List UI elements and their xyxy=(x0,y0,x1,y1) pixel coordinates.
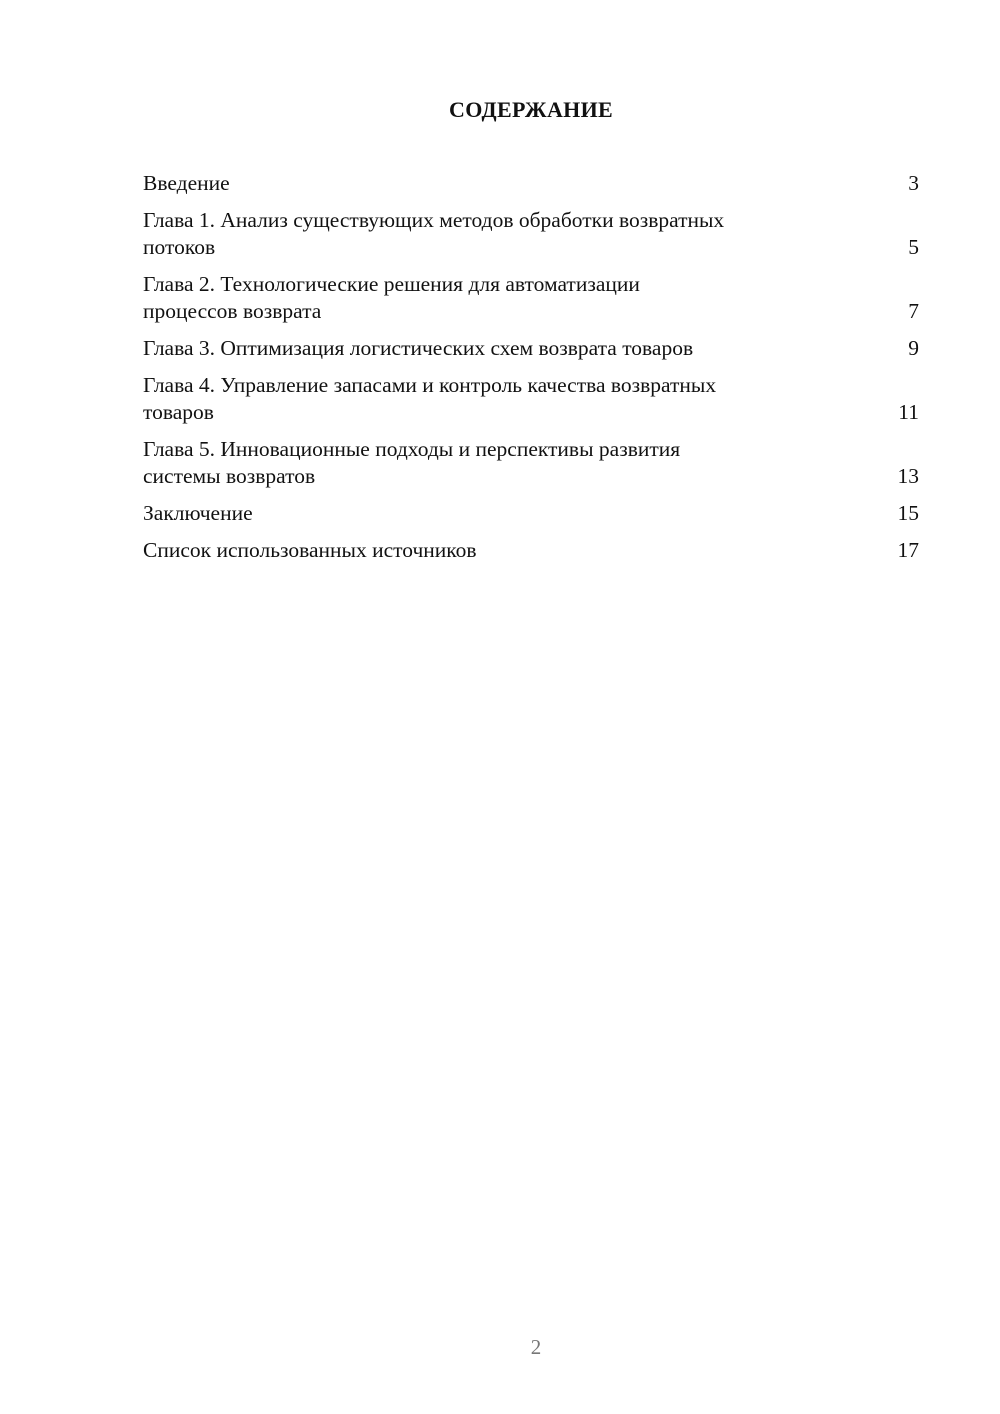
toc-entry-page: 11 xyxy=(898,400,919,424)
toc-entry-line: Глава 2. Технологические решения для автоматизации xyxy=(143,272,640,296)
toc-entry-line: системы возвратов xyxy=(143,464,316,488)
toc-entry-chapter-2 xyxy=(143,271,919,325)
toc-entry-title xyxy=(143,335,833,362)
toc-entry-conclusion xyxy=(143,500,919,527)
toc-entry-page: 13 xyxy=(897,464,919,488)
toc-entry-page: 15 xyxy=(897,501,919,525)
toc-entry-page: 9 xyxy=(908,336,919,360)
toc-entry-line: Заключение xyxy=(143,501,253,525)
toc-entry-page: 17 xyxy=(897,538,919,562)
toc-entry-line: потоков xyxy=(143,235,216,259)
toc-entry-chapter-1 xyxy=(143,207,919,261)
toc-entry-line: Глава 5. Инновационные подходы и перспективы развития xyxy=(143,437,681,461)
toc-entry-chapter-5 xyxy=(143,436,919,490)
toc-entry-line: товаров xyxy=(143,400,214,424)
toc-entry-title xyxy=(143,207,833,261)
page-number: 2 xyxy=(530,1335,542,1359)
toc-heading: СОДЕРЖАНИЕ xyxy=(449,97,613,122)
toc-entry-title xyxy=(143,170,833,197)
toc-entry-title xyxy=(143,436,833,490)
toc-entry-chapter-3 xyxy=(143,335,919,362)
toc-entry-page: 5 xyxy=(908,235,919,259)
toc-entry-title xyxy=(143,500,833,527)
toc-entry-line: Список использованных источников xyxy=(143,538,477,562)
toc-entry-title xyxy=(143,537,833,564)
toc-entry-title xyxy=(143,271,833,325)
toc-entry-line: Введение xyxy=(143,171,230,195)
toc-entry-line: Глава 3. Оптимизация логистических схем возврата товаров xyxy=(143,336,694,360)
toc-entry-chapter-4 xyxy=(143,372,919,426)
table-of-contents xyxy=(143,170,919,574)
toc-entry-line: Глава 1. Анализ существующих методов обработки возвратных xyxy=(143,208,725,232)
toc-entry-title xyxy=(143,372,833,426)
toc-entry-page: 7 xyxy=(908,299,919,323)
toc-entry-introduction xyxy=(143,170,919,197)
toc-entry-line: процессов возврата xyxy=(143,299,322,323)
toc-entry-page: 3 xyxy=(908,171,919,195)
toc-entry-references xyxy=(143,537,919,564)
toc-entry-line: Глава 4. Управление запасами и контроль качества возвратных xyxy=(143,373,717,397)
